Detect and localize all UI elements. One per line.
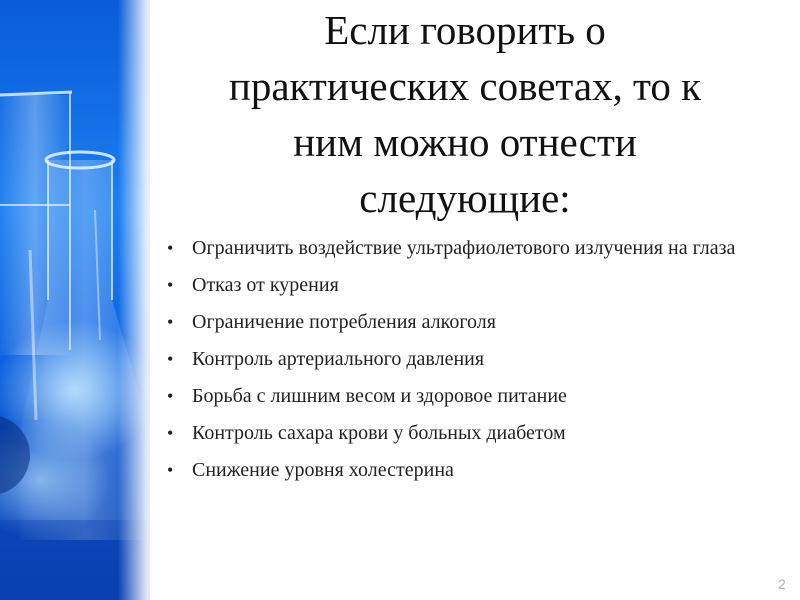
bullet-text: Отказ от курения <box>192 274 339 296</box>
bullet-item <box>165 419 765 448</box>
bullet-item <box>165 456 765 485</box>
bullet-item <box>165 271 765 300</box>
image-fade <box>118 0 158 600</box>
bullet-icon: • <box>167 238 174 258</box>
bullet-item <box>165 234 765 263</box>
bullet-text: Борьба с лишним весом и здоровое питание <box>192 385 567 407</box>
bullet-icon: • <box>167 312 174 332</box>
bullet-text: Снижение уровня холестерина <box>192 459 454 481</box>
title-line: ним можно отнести <box>293 119 637 165</box>
bullet-item <box>165 308 765 337</box>
bullet-text: Ограничение потребления алкоголя <box>192 311 496 333</box>
title-line: Если говорить о <box>324 7 606 53</box>
bullet-icon: • <box>167 349 174 369</box>
title-line: следующие: <box>359 175 571 221</box>
page-number: 2 <box>778 576 786 592</box>
bullet-text: Ограничить воздействие ультрафиолетового излучения на глаза <box>192 237 736 259</box>
bullet-icon: • <box>167 275 174 295</box>
bullet-list <box>165 234 765 493</box>
bullet-text: Контроль сахара крови у больных диабетом <box>192 422 566 444</box>
slide-title <box>165 2 765 226</box>
bullet-icon: • <box>167 460 174 480</box>
title-line: практических советах, то к <box>228 63 702 109</box>
bullet-icon: • <box>167 423 174 443</box>
bullet-text: Контроль артериального давления <box>192 348 485 370</box>
bullet-item <box>165 382 765 411</box>
bullet-icon: • <box>167 386 174 406</box>
bullet-item <box>165 345 765 374</box>
